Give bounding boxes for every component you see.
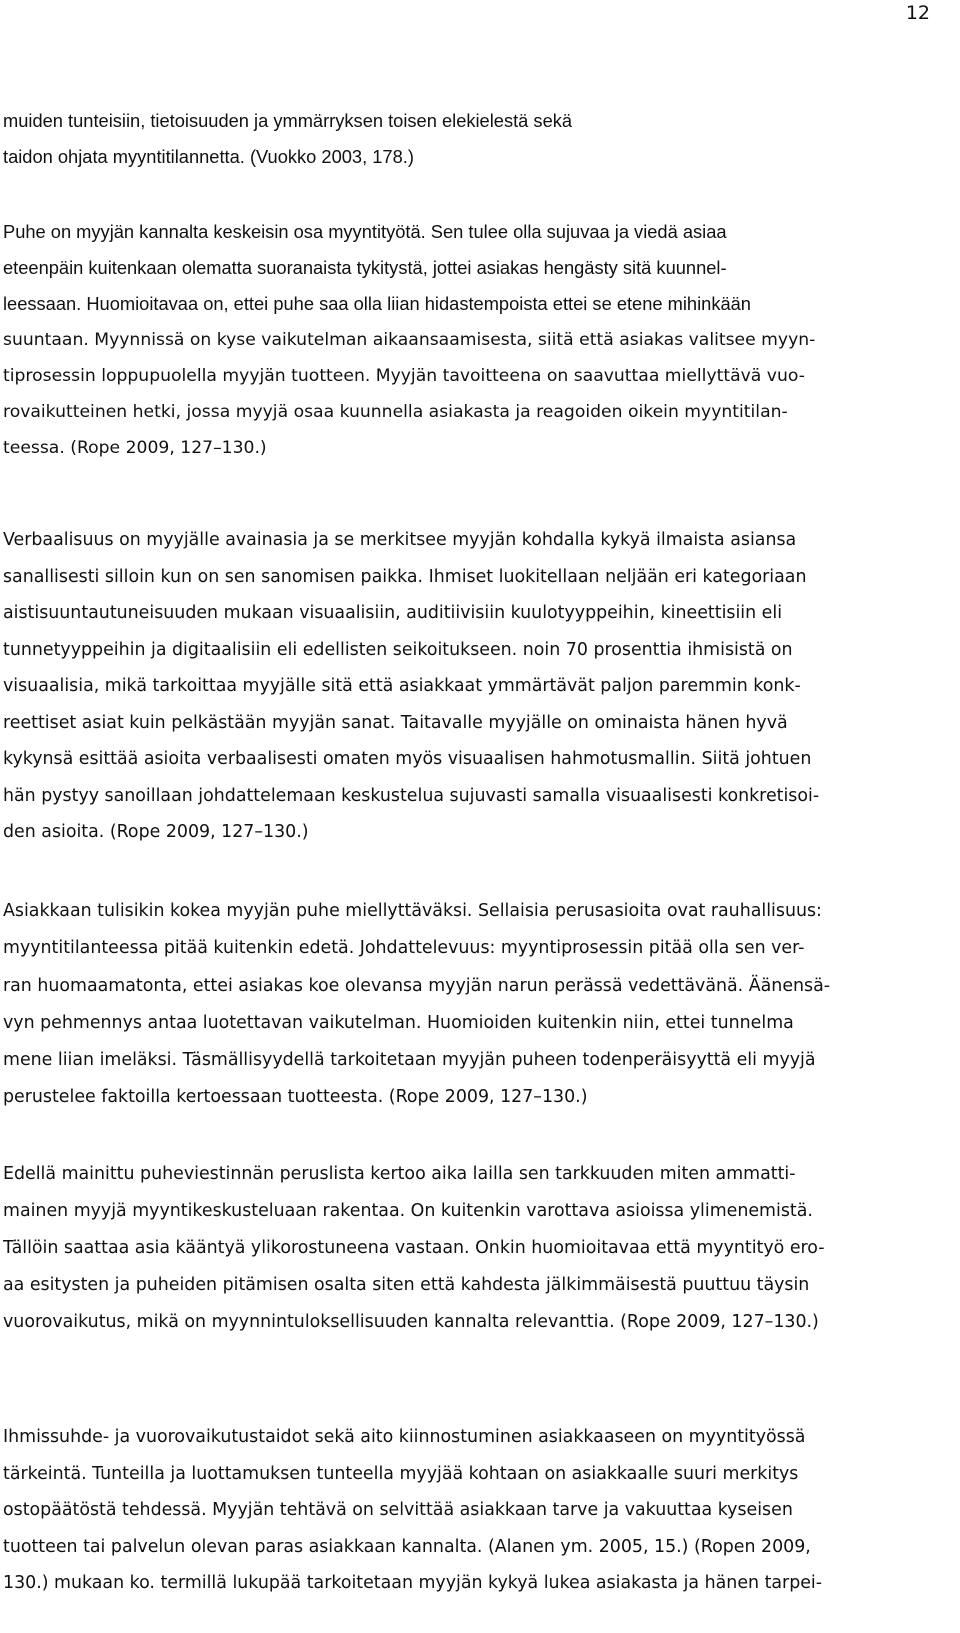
text-line: ran huomaamatonta, ettei asiakas koe olevansa myyjän narun perässä vedettävänä. Äänensä- [3,975,831,996]
text-line: tärkeintä. Tunteilla ja luottamuksen tunteella myyjää kohtaan on asiakkaalle suuri merkitys [3,1463,799,1484]
paragraph-2 [3,214,933,466]
text-line: mene liian imeläksi. Täsmällisyydellä tarkoitetaan myyjän puheen todenperäisyyttä eli myyjä [3,1050,816,1071]
paragraph-1 [3,103,933,175]
text-line: tuotteen tai palvelun olevan paras asiakkaan kannalta. (Alanen ym. 2005, 15.) (Ropen 2009, [3,1536,811,1557]
text-line: perustelee faktoilla kertoessaan tuotteesta. (Rope 2009, 127–130.) [3,1087,588,1108]
paragraph-6 [3,1419,933,1602]
text-line: Edellä mainittu puheviestinnän peruslista kertoo aika lailla sen tarkkuuden miten ammatti- [3,1164,796,1184]
text-line: Puhe on myyjän kannalta keskeisin osa myyntityötä. Sen tulee olla sujuvaa ja viedä asiaa [3,221,727,242]
text-line: vuorovaikutus, mikä on myynnintuloksellisuuden kannalta relevanttia. (Rope 2009, 127–130.) [3,1312,819,1332]
text-line: vyn pehmennys antaa luotettavan vaikutelman. Huomioiden kuitenkin niin, ettei tunnelma [3,1012,794,1033]
paragraph-3 [3,522,933,851]
text-line: mainen myyjä myyntikeskusteluaan rakentaa. On kuitenkin varottava asioissa ylimenemistä. [3,1201,813,1221]
text-line: muiden tunteisiin, tietoisuuden ja ymmärryksen toisen elekielestä sekä [3,110,573,131]
text-line: aa esitysten ja puheiden pitämisen osalta siten että kahdesta jälkimmäisestä puuttuu täysin [3,1275,810,1295]
text-line: rovaikutteinen hetki, jossa myyjä osaa kuunnella asiakasta ja reagoiden oikein myyntitilan- [3,402,788,422]
text-line: reettiset asiat kuin pelkästään myyjän sanat. Taitavalle myyjälle on ominaista hänen hyvä [3,712,788,733]
text-line: visuaalisia, mikä tarkoittaa myyjälle sitä että asiakkaat ymmärtävät paljon paremmin konk- [3,676,801,696]
text-line: eteenpäin kuitenkaan olematta suoranaista tykitystä, jottei asiakas hengästy sitä kuunnel- [3,257,727,278]
text-line: taidon ohjata myyntitilannetta. (Vuokko 2003, 178.) [3,146,414,167]
text-line: Asiakkaan tulisikin kokea myyjän puhe miellyttäväksi. Sellaisia perusasioita ovat rauhallisuus: [3,901,822,921]
text-line: Verbaalisuus on myyjälle avainasia ja se merkitsee myyjän kohdalla kykyä ilmaista asiansa [3,530,797,550]
text-line: hän pystyy sanoillaan johdattelemaan keskustelua sujuvasti samalla visuaalisesti konkretisoi- [3,785,820,806]
paragraph-4 [3,893,933,1117]
text-line: tiprosessin loppupuolella myyjän tuotteen. Myyjän tavoitteena on saavuttaa miellyttävä vuo- [3,366,805,386]
text-line: teessa. (Rope 2009, 127–130.) [3,438,267,458]
text-line: ostopäätöstä tehdessä. Myyjän tehtävä on selvittää asiakkaan tarve ja vakuuttaa kyseisen [3,1500,793,1520]
text-line: Ihmissuhde- ja vuorovaikutustaidot sekä aito kiinnostuminen asiakkaaseen on myyntityössä [3,1427,806,1447]
text-line: tunnetyyppeihin ja digitaalisiin eli edellisten seikoitukseen. noin 70 prosenttia ihmisistä on [3,639,793,660]
text-line: suuntaan. Myynnissä on kyse vaikutelman aikaansaamisesta, siitä että asiakas valitsee myyn- [3,330,816,350]
text-line: Tällöin saattaa asia kääntyä ylikorostuneena vastaan. Onkin huomioitavaa että myyntityö ero- [3,1238,825,1258]
text-line: myyntitilanteessa pitää kuitenkin edetä. Johdattelevuus: myyntiprosessin pitää olla sen ver- [3,938,805,959]
text-line: sanallisesti silloin kun on sen sanomisen paikka. Ihmiset luokitellaan neljään eri kategoriaan [3,566,807,587]
text-line: aistisuuntautuneisuuden mukaan visuaalisiin, auditiivisiin kuulotyyppeihin, kineettisiin eli [3,603,783,623]
page-number: 12 [905,2,930,24]
paragraph-5 [3,1156,933,1341]
text-line: kykynsä esittää asioita verbaalisesti omaten myös visuaalisen hahmotusmallin. Siitä johtuen [3,749,812,769]
text-line: leessaan. Huomioitavaa on, ettei puhe saa olla liian hidastempoista ettei se etene mihinkään [3,293,751,314]
text-line: den asioita. (Rope 2009, 127–130.) [3,822,309,842]
text-line: 130.) mukaan ko. termillä lukupää tarkoitetaan myyjän kykyä lukea asiakasta ja hänen tarpei- [3,1573,823,1593]
